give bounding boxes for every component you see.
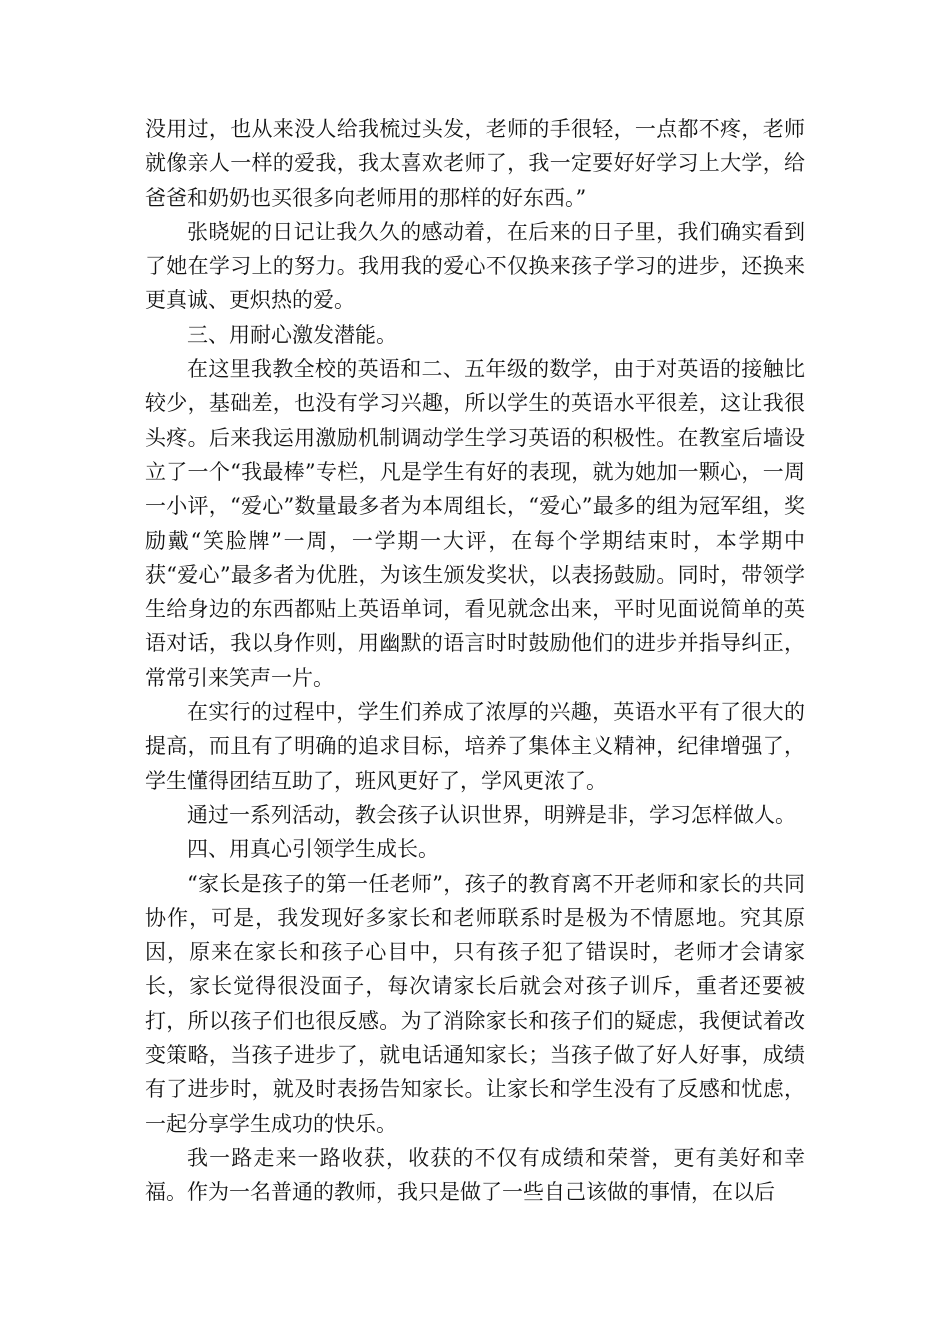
section-heading-sincerity: 四、用真心引领学生成长。 [187, 837, 439, 862]
section-heading-patience: 三、用耐心激发潜能。 [187, 322, 397, 347]
paragraph-conclusion: 我一路走来一路收获，收获的不仅有成绩和荣誉，更有美好和幸福。作为一名普通的教师，我只是做了一些自己该做的事情，在以后 [145, 1145, 805, 1205]
paragraph-parents: “家长是孩子的第一任老师”，孩子的教育离不开老师和家长的共同协作，可是，我发现好多家长和老师联系时是极为不情愿地。究其原因，原来在家长和孩子心目中，只有孩子犯了错误时，老师才会请家长，家长觉得很没面子，每次请家长后就会对孩子训斥，重者还要被打，所以孩子们也很反感。为了消除家长和孩子们的疑虑，我便试着改变策略，当孩子进步了，就电话通知家长；当孩子做了好人好事，成绩有了进步时，就及时表扬告知家长。让家长和学生没有了反感和忧虑，一起分享学生成功的快乐。 [145, 871, 805, 1136]
document-page [145, 112, 805, 1210]
paragraph-diary-reflection: 张晓妮的日记让我久久的感动着，在后来的日子里，我们确实看到了她在学习上的努力。我用我的爱心不仅换来孩子学习的进步，还换来更真诚、更炽热的爱。 [145, 219, 805, 313]
paragraph-english-teaching: 在这里我教全校的英语和二、五年级的数学，由于对英语的接触比较少，基础差，也没有学习兴趣，所以学生的英语水平很差，这让我很头疼。后来我运用激励机制调动学生学习英语的积极性。在教室后墙设立了一个“我最棒”专栏，凡是学生有好的表现，就为她加一颗心，一周一小评，“爱心”数量最多者为本周组长，“爱心”最多的组为冠军组，奖励戴“笑脸牌”一周，一学期一大评，在每个学期结束时，本学期中获“爱心”最多者为优胜，为该生颁发奖状，以表扬鼓励。同时，带领学生给身边的东西都贴上英语单词，看见就念出来，平时见面说简单的英语对话，我以身作则，用幽默的语言时时鼓励他们的进步并指导纠正，常常引来笑声一片。 [145, 357, 805, 690]
paragraph-activities: 通过一系列活动，教会孩子认识世界，明辨是非，学习怎样做人。 [187, 802, 796, 827]
paragraph-diary-ending: 没用过，也从来没人给我梳过头发，老师的手很轻，一点都不疼，老师就像亲人一样的爱我，我太喜欢老师了，我一定要好好学习上大学，给爸爸和奶奶也买很多向老师用的那样的好东西。” [145, 117, 805, 210]
paragraph-results: 在实行的过程中，学生们养成了浓厚的兴趣，英语水平有了很大的提高，而且有了明确的追求目标，培养了集体主义精神，纪律增强了，学生懂得团结互助了，班风更好了，学风更浓了。 [145, 700, 805, 793]
